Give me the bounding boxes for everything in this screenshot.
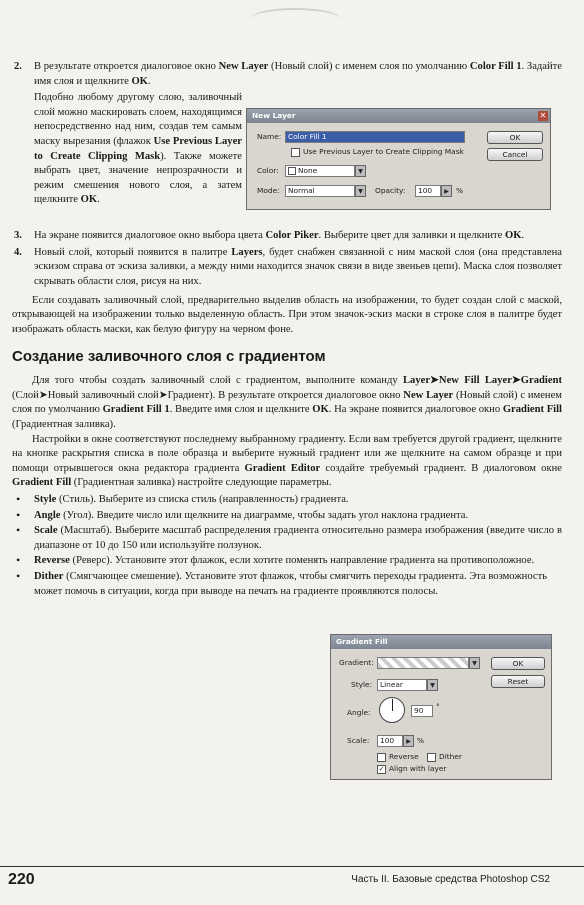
list-item-4: 4. Новый слой, который появится в палитре Layers, будет снабжен связанной с ним маской слоя (она представлена эскизом справа от эскиза заливки, а между ними находится значок связи в виде звеньев цепи). Маска слоя позволяет скрывать области слоя, рисуя на них. [12,246,562,290]
reset-button[interactable]: Reset [491,675,545,688]
angle-unit: ° [436,702,440,711]
scale-unit: % [417,736,425,745]
gradient-label: Gradient: [339,658,374,667]
angle-field[interactable]: 90 [411,705,433,717]
list-item: • Dither (Смягчающее смешение). Установите этот флажок, чтобы смягчить переходы градиента. Эта возможность может помочь в ситуации, когда при выводе на печать на градиенте проявляются полосы. [12,570,562,599]
style-select[interactable]: Linear [377,679,427,691]
chevron-down-icon[interactable]: ▼ [427,679,438,691]
close-icon[interactable]: ✕ [539,111,547,120]
style-label: Style: [351,680,373,689]
opacity-unit: % [456,186,464,195]
opacity-label: Opacity: [375,186,406,195]
list-item: • Reverse (Реверс). Установите этот флажок, если хотите поменять направление градиента на противоположное. [12,554,562,569]
new-layer-dialog [246,108,551,210]
list-item-2: 2. В результате откроется диалоговое окно New Layer (Новый слой) с именем слоя по умолчанию Color Fill 1. Задайте имя слоя и щелкните OK. [12,60,562,89]
chevron-down-icon[interactable]: ▼ [469,657,480,669]
mode-select[interactable]: Normal [285,185,355,197]
item-number: 3. [14,230,22,242]
list-item: • Angle (Угол). Введите число или щелкните на диаграмме, чтобы задать угол наклона градиента. [12,509,562,524]
scale-field[interactable]: 100 [377,735,403,747]
bullet-icon: • [16,507,21,522]
chevron-right-icon[interactable]: ▶ [403,735,414,747]
selection-paragraph: Если создавать заливочный слой, предварительно выделив область на изображении, то будет создан слой с маской, открывающей на изображении только выделенную область. При этом значок-эскиз маски в строке слоя в палитре будет изображать область маски, как белую фигуру на черном фоне. [12,294,562,335]
clip-mask-label: Use Previous Layer to Create Clipping Mask [303,147,464,156]
cancel-button[interactable]: Cancel [487,148,543,161]
color-select[interactable]: None [285,165,355,177]
color-label: Color: [257,166,279,175]
name-field[interactable]: Color Fill 1 [285,131,465,143]
item-number: 4. [14,246,22,258]
chevron-right-icon[interactable]: ▶ [441,185,452,197]
angle-needle [392,699,393,711]
clip-mask-checkbox[interactable] [291,148,300,157]
dialog-titlebar[interactable] [247,109,550,123]
gradient-preview[interactable] [377,657,469,669]
mode-label: Mode: [257,186,280,195]
gradient-paragraph-2: Настройки в окне соответствуют последнему выбранному градиенту. Если вам требуется другой градиент, щелкните на кнопке раскрытия списка в поле образца и выберите нужный градиент или же щелкните на самом образце и при помощи отрывшегося окна редактора градиента Gradient Editor создайте требуемый градиент. В диалоговом окне Gradient Fill (Градиентная заливка) настройте следующие параметры. [12,433,562,489]
dialog-titlebar[interactable] [331,635,551,649]
gradient-fill-dialog [330,634,552,780]
bullet-icon: • [16,492,21,507]
list-item-3: 3. На экране появится диалоговое окно выбора цвета Color Piker. Выберите цвет для заливки и щелкните OK. [12,229,562,244]
opacity-field[interactable]: 100 [415,185,441,197]
ok-button[interactable]: OK [487,131,543,144]
bullet-icon: • [16,569,21,584]
angle-label: Angle: [347,708,371,717]
scan-mark [250,8,340,30]
color-swatch [288,167,296,175]
ok-button[interactable]: OK [491,657,545,670]
bullet-icon: • [16,553,21,568]
scale-label: Scale: [347,736,370,745]
chevron-down-icon[interactable]: ▼ [355,185,366,197]
name-label: Name: [257,132,282,141]
reverse-checkbox[interactable] [377,753,386,762]
align-label: Align with layer [389,764,447,773]
section-heading: Создание заливочного слоя с градиентом [12,348,326,366]
dither-checkbox[interactable] [427,753,436,762]
dialog-title: Gradient Fill [336,637,388,646]
chevron-down-icon[interactable]: ▼ [355,165,366,177]
item2-paragraph: Подобно любому другому слою, заливочный слой можно маскировать слоем, находящимся непосредственно над ним, создав тем самым маску вырезания (флажок Use Previous Layer to Create Clipping Mask). Также можете выбрать цвет, значение непрозрачности и режим смешения нового слоя, а затем щелкните OK. [34,92,242,206]
angle-dial[interactable] [379,697,405,723]
page-number: 220 [8,871,35,888]
parameter-list [12,493,562,599]
gradient-paragraph-1: Для того чтобы создать заливочный слой с градиентом, выполните команду Layer➤New Fill Layer➤Gradient (Слой➤Новый заливочный слой➤Градиент). В результате откроется диалоговое окно New Layer (Новый слой) с именем слоя по умолчанию Gradient Fill 1. Введите имя слоя и щелкните OK. На экране появится диалоговое окно Gradient Fill (Градиентная заливка). [12,375,563,430]
list-item: • Scale (Масштаб). Выберите масштаб распределения градиента относительно размера изображения (введите число в диапазоне от 10 до 150 или используйте ползунок. [12,524,562,553]
item-number: 2. [14,61,22,72]
dialog-title: New Layer [252,111,296,120]
bullet-icon: • [16,523,21,538]
list-item: • Style (Стиль). Выберите из списка стиль (направленность) градиента. [12,493,562,508]
page-footer [0,866,584,890]
dither-label: Dither [439,752,462,761]
reverse-label: Reverse [389,752,419,761]
align-checkbox[interactable]: ✓ [378,765,385,773]
chapter-title: Часть II. Базовые средства Photoshop CS2 [351,874,550,885]
